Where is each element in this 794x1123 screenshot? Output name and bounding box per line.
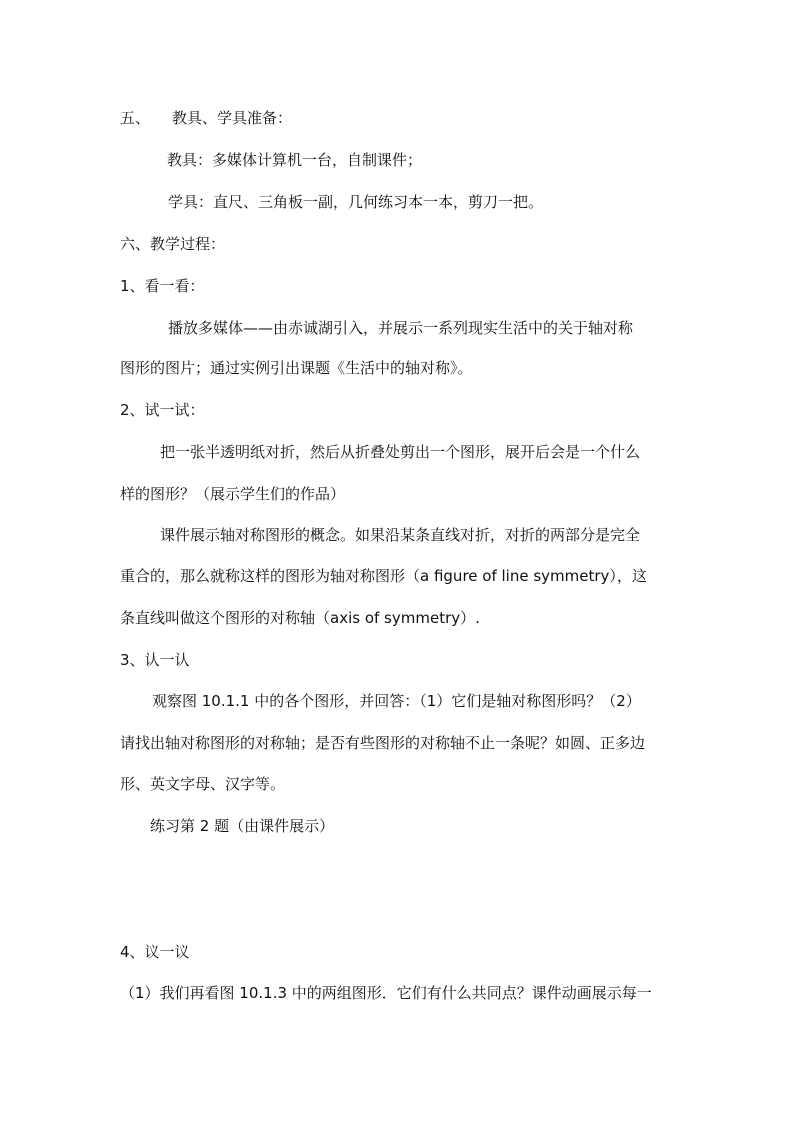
step3-paragraph-line: 请找出轴对称图形的对称轴；是否有些图形的对称轴不止一条呢？如圆、正多边 (120, 734, 646, 752)
step3-paragraph-line: 形、英文字母、汉字等。 (120, 775, 286, 793)
section5-title: 教具、学具准备： (172, 109, 293, 127)
step2-paragraph-line: 样的图形？（展示学生们的作品） (120, 485, 346, 503)
step2-paragraph-line: 课件展示轴对称图形的概念。如果沿某条直线对折，对折的两部分是完全 (160, 526, 641, 544)
student-tools-line: 学具：直尺、三角板一副，几何练习本一本，剪刀一把。 (168, 193, 544, 211)
step1-paragraph-line: 播放多媒体——由赤诚湖引入，并展示一系列现实生活中的关于轴对称 (168, 319, 634, 337)
step2-title: 2、试一试： (120, 401, 205, 419)
step1-title: 1、看一看： (120, 277, 205, 295)
section6-heading: 六、教学过程： (120, 235, 226, 253)
section5-heading (120, 108, 680, 128)
teacher-tools-line: 教具：多媒体计算机一台，自制课件； (167, 151, 423, 169)
step1-paragraph-line: 图形的图片；通过实例引出课题《生活中的轴对称》。 (120, 359, 473, 377)
step3-title: 3、认一认 (120, 651, 190, 669)
step4-paragraph-line: （1）我们再看图 10.1.3 中的两组图形．它们有什么共同点？课件动画展示每一 (120, 984, 652, 1002)
step2-paragraph-line: 重合的，那么就称这样的图形为轴对称图形（a figure of line symmetry），这 (120, 567, 647, 585)
section5-number: 五、 (120, 109, 151, 127)
step4-title: 4、议一议 (120, 943, 190, 961)
step3-paragraph-line: 观察图 10.1.1 中的各个图形，并回答：（1）它们是轴对称图形吗？（2） (152, 692, 641, 710)
step2-paragraph-line: 条直线叫做这个图形的对称轴（axis of symmetry）. (120, 609, 480, 627)
step2-paragraph-line: 把一张半透明纸对折，然后从折叠处剪出一个图形，展开后会是一个什么 (160, 443, 641, 461)
step3-exercise-line: 练习第 2 题（由课件展示） (150, 817, 335, 835)
